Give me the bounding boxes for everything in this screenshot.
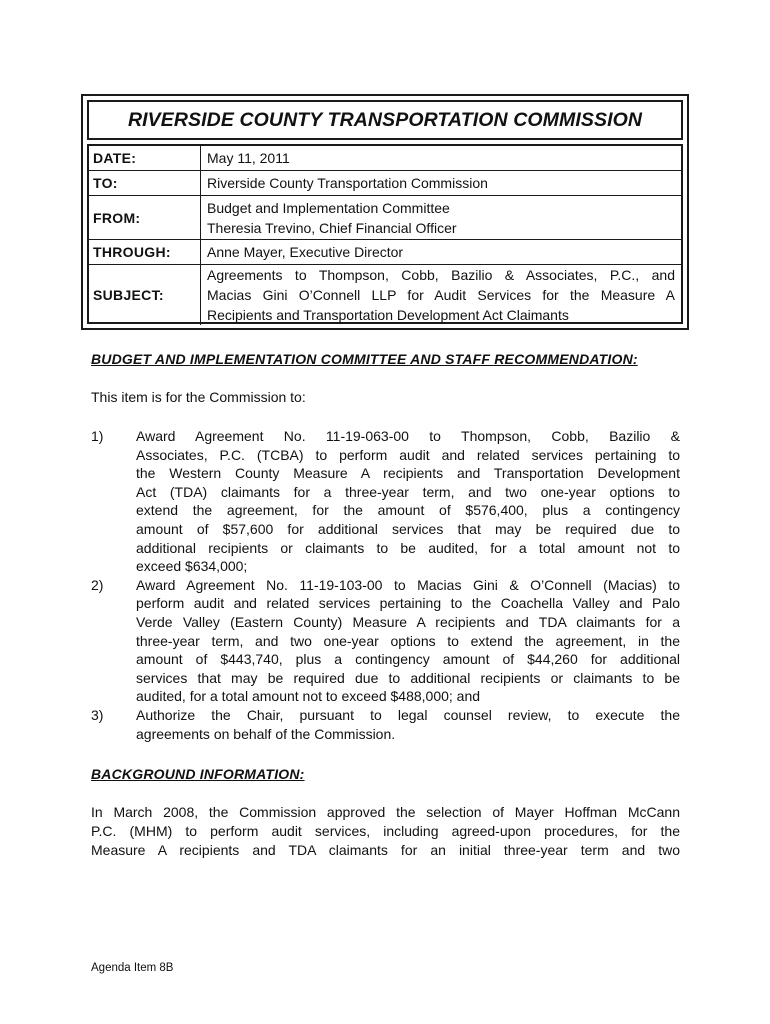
paragraph-line: Measure A recipients and TDA claimants for an initial three-year term and two	[91, 842, 680, 858]
list-item-line: amount of $57,600 for additional services that may be required due to	[136, 520, 680, 537]
subject-label: SUBJECT:	[89, 265, 201, 325]
memo-fields-table	[87, 144, 683, 324]
list-item-line: three-year term, and two one-year options to extend the agreement, in the	[136, 632, 680, 649]
page-footer: Agenda Item 8B	[91, 962, 174, 974]
row-from	[89, 196, 681, 240]
paragraph-line: P.C. (MHM) to perform audit services, including agreed-upon procedures, for the	[91, 823, 680, 839]
list-item	[91, 576, 680, 706]
list-item-body	[136, 427, 680, 576]
list-item	[91, 706, 680, 743]
list-item-number: 2)	[91, 576, 104, 593]
list-item-number: 1)	[91, 428, 104, 444]
list-item-line: Authorize the Chair, pursuant to legal counsel review, to execute the	[136, 706, 680, 723]
list-item-line: Verde Valley (Eastern County) Measure A recipients and TDA claimants for a	[136, 613, 680, 630]
list-item-line: Award Agreement No. 11-19-103-00 to Macias Gini & O’Connell (Macias) to	[136, 576, 680, 593]
row-to	[89, 171, 681, 196]
date-label: DATE:	[89, 146, 201, 170]
subject-value	[201, 265, 681, 325]
list-item-line: extend the agreement, for the amount of $576,400, plus a contingency	[136, 502, 680, 519]
list-item-line: audited, for a total amount not to exceed $488,000; and	[136, 688, 481, 705]
list-item-line: services that may be required due to additional recipients or claimants to be	[136, 669, 680, 686]
memo-header-box	[81, 94, 689, 330]
to-value: Riverside County Transportation Commission	[207, 175, 488, 191]
list-item-line: Award Agreement No. 11-19-063-00 to Thompson, Cobb, Bazilio &	[136, 428, 680, 444]
row-subject	[89, 265, 681, 325]
subject-line: Recipients and Transportation Development Act Claimants	[207, 307, 569, 323]
list-item-line: the Western County Measure A recipients and Transportation Development	[136, 465, 680, 482]
list-item-body	[136, 706, 680, 743]
from-line: Budget and Implementation Committee	[207, 199, 450, 216]
date-value: May 11, 2011	[207, 150, 290, 166]
document-title: RIVERSIDE COUNTY TRANSPORTATION COMMISSION	[127, 108, 643, 131]
title-cell	[87, 100, 683, 140]
from-label: FROM:	[89, 196, 201, 239]
background-heading: BACKGROUND INFORMATION:	[91, 766, 305, 782]
list-item	[91, 427, 680, 576]
list-item-line: Act (TDA) claimants for a three-year term, and two one-year options to	[136, 483, 680, 500]
to-label: TO:	[89, 171, 201, 195]
background-paragraph	[91, 803, 680, 860]
from-line: Theresia Trevino, Chief Financial Officer	[207, 219, 457, 236]
list-item-line: amount of $443,740, plus a contingency amount of $44,260 for additional	[136, 651, 680, 668]
list-item-line: perform audit and related services pertaining to the Coachella Valley and Palo	[136, 595, 680, 612]
subject-line: Agreements to Thompson, Cobb, Bazilio & Associates, P.C., and	[207, 267, 675, 283]
subject-line: Macias Gini O’Connell LLP for Audit Services for the Measure A	[207, 287, 675, 303]
recommendation-list	[91, 427, 680, 743]
recommendation-intro: This item is for the Commission to:	[91, 389, 306, 405]
through-label: THROUGH:	[89, 240, 201, 264]
list-item-line: exceed $634,000;	[136, 558, 248, 575]
row-date	[89, 146, 681, 171]
list-item-line: Associates, P.C. (TCBA) to perform audit and related services pertaining to	[136, 446, 680, 463]
list-item-line: additional recipients or claimants to be audited, for a total amount not to	[136, 539, 680, 556]
through-value: Anne Mayer, Executive Director	[207, 244, 404, 260]
list-item-number: 3)	[91, 706, 104, 723]
list-item-line: agreements on behalf of the Commission.	[136, 725, 396, 742]
from-value	[201, 198, 681, 238]
paragraph-line: In March 2008, the Commission approved the selection of Mayer Hoffman McCann	[91, 804, 680, 820]
list-item-body	[136, 576, 680, 706]
row-through	[89, 240, 681, 265]
recommendation-heading: BUDGET AND IMPLEMENTATION COMMITTEE AND STAFF RECOMMENDATION:	[91, 351, 638, 367]
